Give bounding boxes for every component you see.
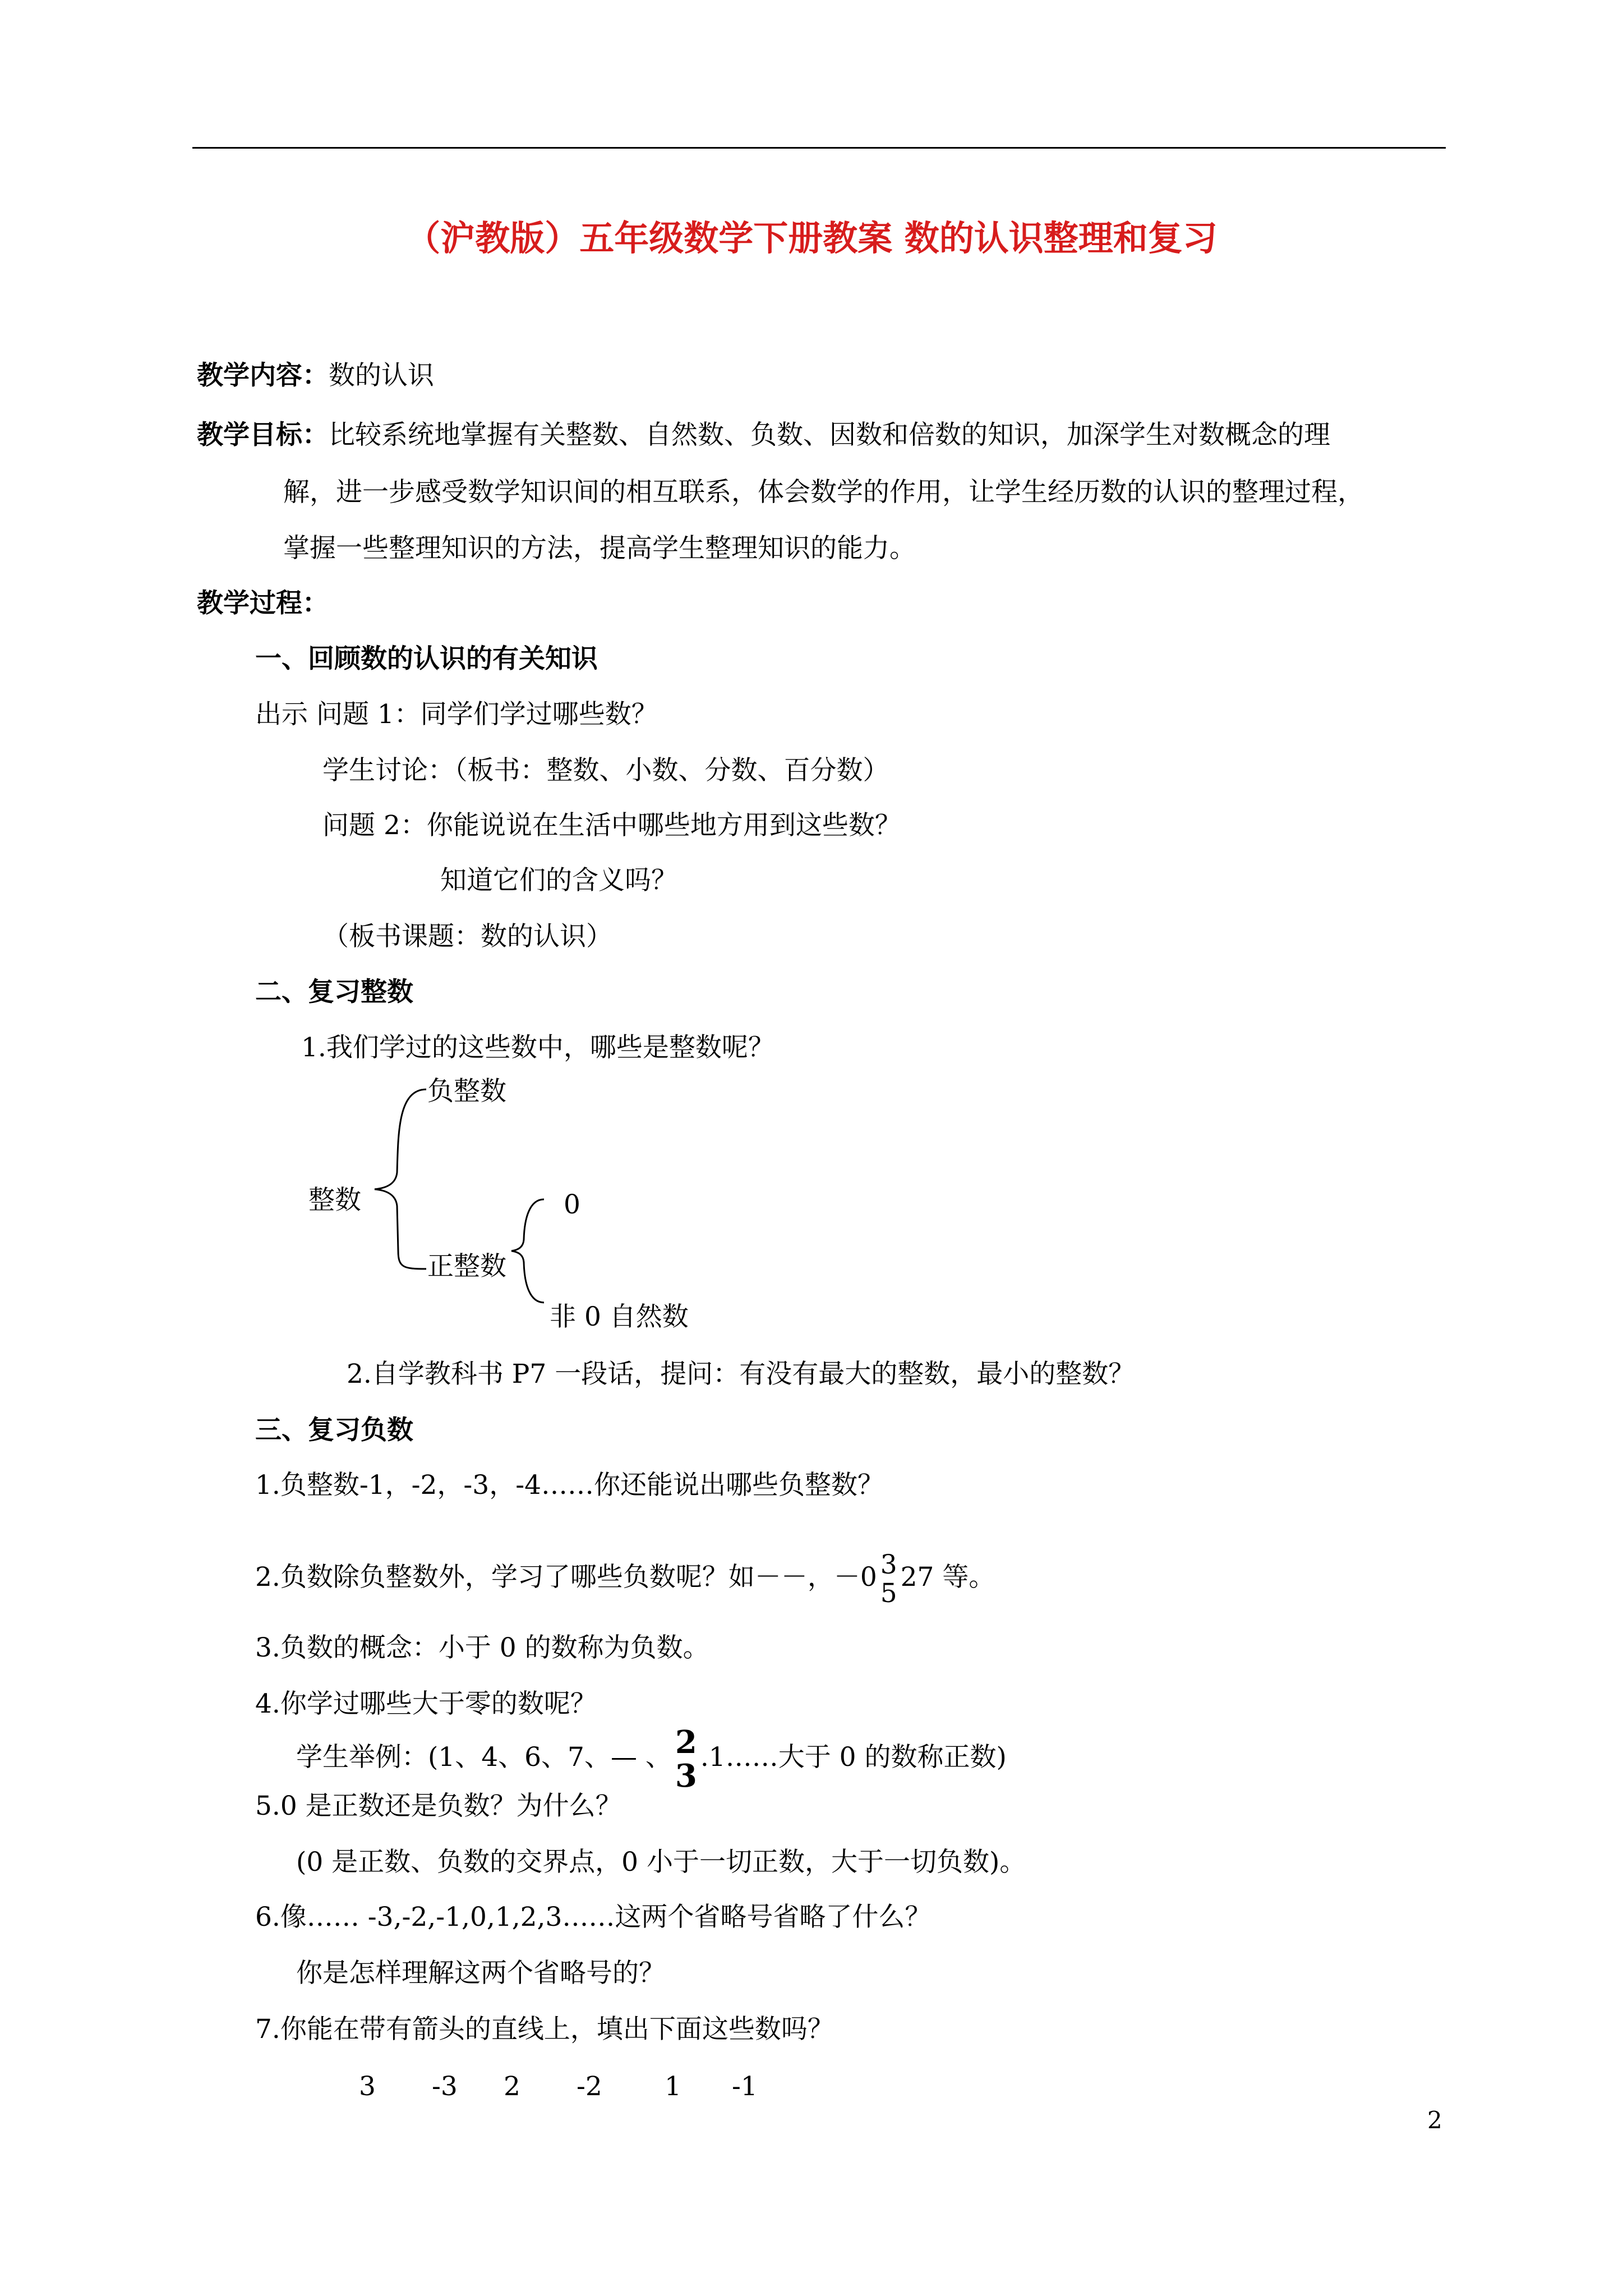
fraction-numerator: 2	[675, 1724, 697, 1761]
number-1: 3	[359, 2071, 376, 2102]
teaching-content-line	[197, 359, 434, 393]
teaching-process-label: 教学过程：	[197, 588, 329, 619]
tree-zero: 0	[564, 1189, 580, 1220]
s3-item-3: 3.负数的概念：小于 0 的数称为负数。	[255, 1632, 709, 1663]
teaching-content-text: 数的认识	[329, 360, 434, 391]
section-1-heading: 一、回顾数的认识的有关知识	[255, 643, 598, 674]
s3-item-4: 4.你学过哪些大于零的数呢？	[255, 1688, 597, 1719]
s3-item-4-examples-suffix: .1……大于 0 的数称正数)	[700, 1742, 1007, 1773]
fraction-two-thirds	[675, 1724, 697, 1795]
s3-item-6: 6.像…… -3,-2,-1,0,1,2,3……这两个省略号省略了什么？	[255, 1902, 932, 1932]
s3-item-5-answer: (0 是正数、负数的交界点，0 小于一切正数，大于一切负数)。	[296, 1847, 1026, 1878]
teaching-goal-text-1: 比较系统地掌握有关整数、自然数、负数、因数和倍数的知识，加深学生对数概念的理	[329, 420, 1330, 450]
s3-item-1: 1.负整数-1，-2，-3，-4……你还能说出哪些负整数？	[255, 1470, 884, 1501]
s2-question-2: 2.自学教科书 P7 一段话，提问：有没有最大的整数，最小的整数？	[347, 1359, 1135, 1389]
fraction-three-fifths	[880, 1549, 897, 1609]
section-2-heading: 二、复习整数	[255, 977, 413, 1007]
page-number: 2	[1427, 2106, 1442, 2134]
tree-root-integer: 整数	[308, 1185, 361, 1216]
s3-item-6b: 你是怎样理解这两个省略号的？	[296, 1958, 665, 1989]
header-rule	[192, 147, 1446, 149]
fraction-denominator: 3	[675, 1757, 697, 1795]
tree-negative-integer: 负整数	[427, 1076, 506, 1107]
s3-item-2-text: 2.负数除负整数外，学习了哪些负数呢？如－－，－0	[255, 1562, 877, 1593]
number-3: 2	[504, 2071, 520, 2102]
s3-item-4-examples	[296, 1721, 1007, 1794]
s3-item-2-suffix: 27 等。	[900, 1562, 995, 1593]
document-title: （沪教版）五年级数学下册教案 数的认识整理和复习	[405, 218, 1218, 259]
s3-item-4-examples-text: 学生举例：(1、4、6、7、— 、	[296, 1742, 672, 1773]
s3-item-2	[255, 1544, 995, 1611]
teaching-goal-line-2: 解，进一步感受数学知识间的相互联系，体会数学的作用，让学生经历数的认识的整理过程，	[283, 477, 1364, 508]
s1-question-2b: 知道它们的含义吗？	[440, 865, 677, 896]
s3-item-5: 5.0 是正数还是负数？为什么？	[255, 1791, 622, 1821]
fraction-numerator: 3	[880, 1549, 897, 1580]
tree-positive-integer: 正整数	[427, 1251, 506, 1282]
number-6: -1	[732, 2071, 758, 2102]
number-5: 1	[665, 2071, 681, 2102]
s2-question-1: 1.我们学过的这些数中，哪些是整数呢？	[301, 1032, 774, 1063]
teaching-content-label: 教学内容：	[197, 360, 329, 391]
number-2: -3	[432, 2071, 458, 2102]
s3-item-7: 7.你能在带有箭头的直线上，填出下面这些数吗？	[255, 2014, 834, 2045]
teaching-goal-label: 教学目标：	[197, 420, 329, 450]
section-3-heading: 三、复习负数	[255, 1415, 413, 1446]
s1-discussion: 学生讨论：（板书：整数、小数、分数、百分数）	[322, 755, 889, 786]
number-4: -2	[577, 2071, 602, 2102]
s1-question-1: 出示 问题 1：同学们学过哪些数？	[255, 699, 658, 730]
tree-nonzero-natural: 非 0 自然数	[550, 1301, 689, 1332]
fraction-denominator: 5	[880, 1578, 897, 1609]
teaching-goal-line-3: 掌握一些整理知识的方法，提高学生整理知识的能力。	[283, 533, 916, 564]
s1-question-2: 问题 2：你能说说在生活中哪些地方用到这些数？	[322, 810, 901, 841]
teaching-goal-line-1	[197, 418, 1330, 452]
s1-board-title: （板书课题：数的认识）	[322, 921, 612, 952]
